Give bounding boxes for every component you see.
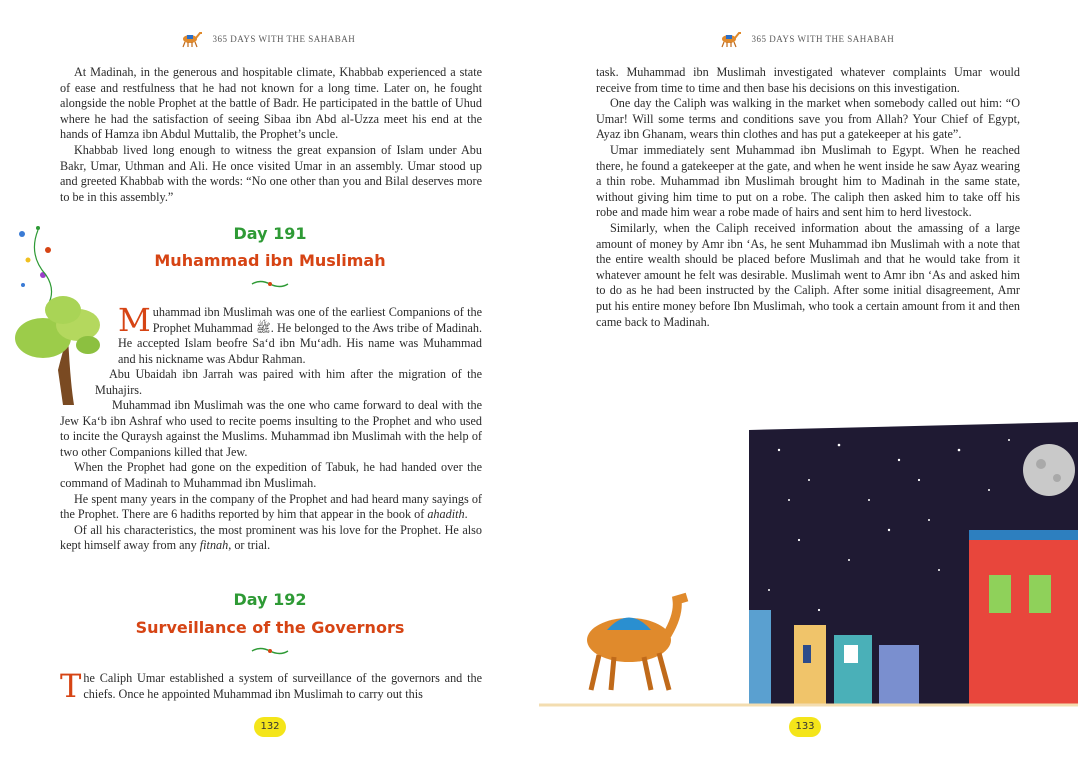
running-header-text: 365 DAYS WITH THE SAHABAH (212, 34, 356, 44)
day-191-label: Day 191 (233, 224, 307, 243)
right-paragraph-4: Similarly, when the Caliph received information about the amassing of a large amount of money by Amr ibn ‘As, he sent Muhammad ibn Muslimah with a note that the entire wealth should be placed before Muslimah and that he would take from it whatever amount he felt was desirable. Muslimah went to Amr ibn ‘As and asked him to do as he had been instructed by the Caliph. After some initial disagreement, Amr put his entire money before Ibn Muslimah, who took a certain amount from it and then came back to Madinah. (596, 220, 1020, 329)
day-191-text-b (95, 367, 482, 398)
right-paragraph-2: One day the Caliph was walking in the market when somebody called out him: “O Umar! Will some terms and conditions save you from Allah? Your Chief of Egypt, Ayaz ibn Ghanam, wears thin clothes and has put a gatekeeper at his gate”. (596, 96, 1020, 142)
camel-icon (717, 30, 743, 48)
day-191-text-c (60, 398, 482, 554)
day-192-title: Surveillance of the Governors (135, 618, 405, 637)
right-page-text (596, 65, 1020, 330)
night-town-illustration (539, 420, 1078, 710)
day-191-paragraph-5: He spent many years in the company of the Prophet and had heard many sayings of the Prophet. There are 6 hadiths reported by him that appear in the book of ahadith. (60, 491, 482, 522)
page-number-left: 132 (254, 717, 286, 737)
ornament-icon (250, 279, 290, 289)
day-192-label: Day 192 (233, 590, 307, 609)
right-page (539, 0, 1078, 766)
camel-icon (178, 30, 204, 48)
tree-illustration (8, 220, 103, 410)
dropcap-t: T (60, 667, 82, 705)
intro-paragraph-2: Khabbab lived long enough to witness the great expansion of Islam under Abu Bakr, Umar, Uthman and Ali. He once visited Umar in an assembly. Umar stood up and greeted Khabbab with the words: “No one other than you and Bilal deserves more to be in this assembly.” (60, 142, 482, 204)
day-192-text (60, 667, 482, 705)
running-header-text: 365 DAYS WITH THE SAHABAH (751, 34, 895, 44)
page-number-right: 133 (789, 717, 821, 737)
dropcap-m: M (118, 301, 151, 339)
day-191-paragraph-3: Muhammad ibn Muslimah was the one who came forward to deal with the Jew Ka‘b ibn Ashraf who used to recite poems insulting to the Prophet and who used to incite the Quraysh against the Muslims. Muhammad ibn Muslimah with the help of two other Companions killed that Jew. (60, 398, 482, 459)
running-header-right (539, 30, 1078, 48)
camel-illustration (587, 597, 687, 690)
right-paragraph-1: task. Muhammad ibn Muslimah investigated whatever complaints Umar would receive from time to time and then base his decisions on this investigation. (596, 65, 1020, 95)
day-191-text (118, 301, 483, 367)
ornament-icon (250, 646, 290, 656)
day-191-paragraph-6: Of all his characteristics, the most prominent was his love for the Prophet. He also kept himself away from any fitnah, or trial. (60, 522, 482, 553)
intro-text (60, 65, 482, 205)
day-191-paragraph-1: Muhammad ibn Muslimah was one of the earliest Companions of the Prophet Muhammad ﷺ. He belonged to the Aws tribe of Madinah. He accepted Islam beofre Sa‘d ibn Mu‘adh. His name was Muhammad and his nickname was Abdur Rahman. (118, 301, 483, 366)
day-191-paragraph-4: When the Prophet had gone on the expedition of Tabuk, he had handed over the command of Madinah to Muhammad ibn Muslimah. (60, 460, 482, 490)
day-191-title: Muhammad ibn Muslimah (154, 251, 386, 270)
right-paragraph-3: Umar immediately sent Muhammad ibn Muslimah to Egypt. When he reached there, he found a gatekeeper at the gate, and when he went inside he saw Ayaz wearing a thin robe. Muhammad ibn Muslimah brought him to Madinah in the same state, without giving him time to put on a robe. The caliph then asked him to take off his robe and made him wear a robe made of hairs and sent him to herd livestock. (596, 142, 1020, 220)
day-192-paragraph-1: The Caliph Umar established a system of surveillance of the governors and the chiefs. Once he appointed Muhammad ibn Muslimah to carry out this (60, 667, 482, 705)
intro-paragraph-1: At Madinah, in the generous and hospitable climate, Khabbab experienced a state of ease and restfulness that he had not known for a long time. Later on, he fought alongside the noble Prophet at the battle of Badr. He participated in the battle of Uhud where he had the satisfaction of seeing Sibaa ibn Abd al-Uzza meet his end at the hands of Hamza ibn Abdul Muttalib, the Prophet’s uncle. (60, 65, 482, 142)
running-header-left (0, 30, 539, 48)
day-191-paragraph-2: Abu Ubaidah ibn Jarrah was paired with him after the migration of the Muhajirs. (95, 367, 482, 397)
